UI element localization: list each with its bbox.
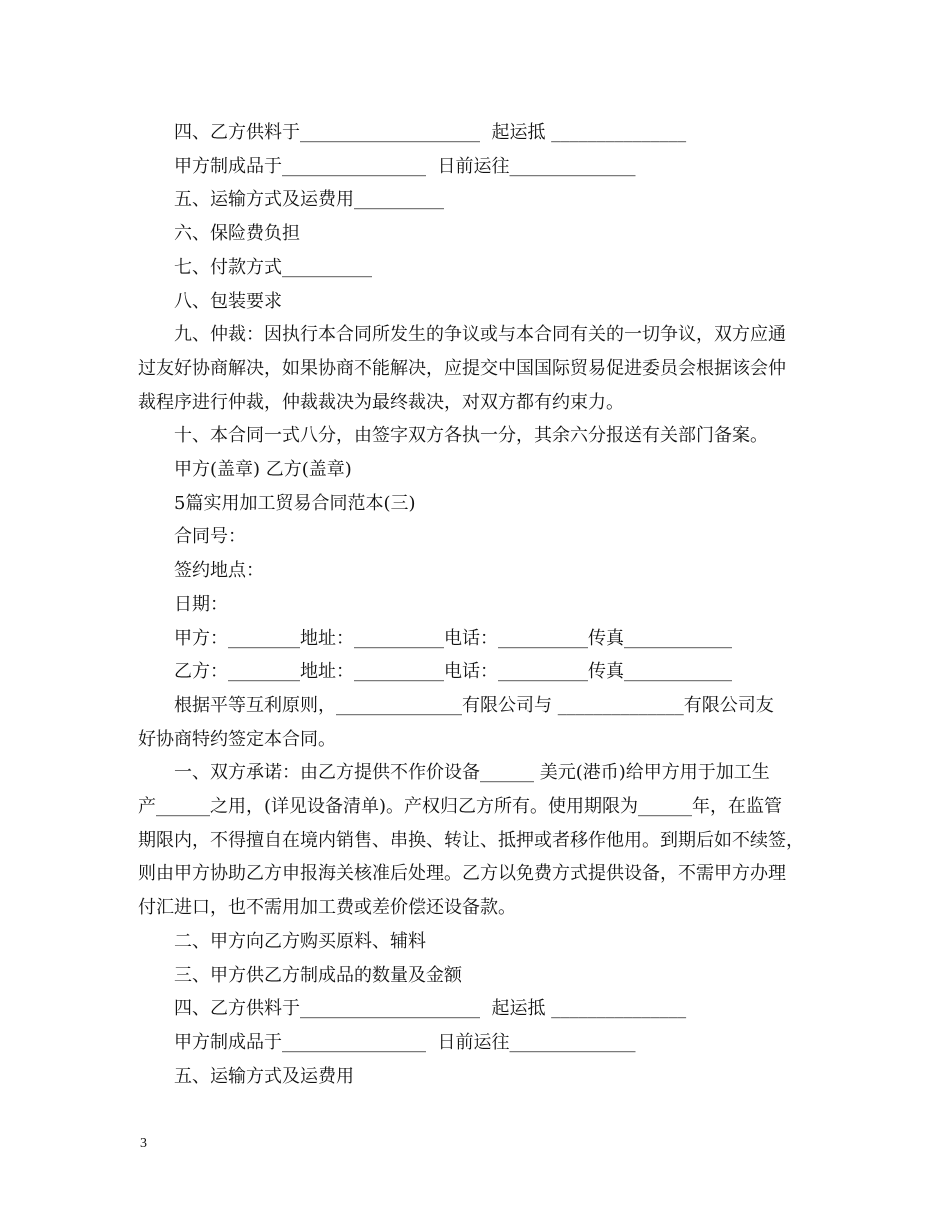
clause-10-copies: 十、本合同一式八分，由签字双方各执一分，其余六分报送有关部门备案。	[174, 425, 768, 447]
clause-4-supply-line: 四、乙方供料于____________________ 起运抵 _______________	[174, 122, 687, 143]
contract-number-field: 合同号：	[174, 526, 246, 548]
party-b-info: 乙方：________地址：__________电话：__________传真____________	[174, 661, 732, 683]
clause-9-arbitration-line-2: 过友好协商解决，如果协商不能解决，应提交中国国际贸易促进委员会根据该会仲	[138, 357, 786, 379]
contract-body	[138, 116, 824, 1093]
party-a-info: 甲方：________地址：__________电话：__________传真____________	[174, 627, 732, 649]
clause-1-line-3: 期限内，不得擅自在境内销售、串换、转让、抵押或者移作他用。到期后如不续签，	[138, 829, 804, 851]
date-field: 日期：	[174, 593, 228, 615]
clause-1-line-4: 则由甲方协助乙方申报海关核准后处理。乙方以免费方式提供设备，不需甲方办理	[138, 863, 786, 885]
clause-1-line-1: 一、双方承诺：由乙方提供不作价设备______ 美元(港币)给甲方用于加工生	[174, 762, 770, 784]
clause-5-transport-repeat: 五、运输方式及运费用	[174, 1065, 354, 1087]
clause-9-arbitration-line-3: 裁程序进行仲裁，仲裁裁决为最终裁决，对双方都有约束力。	[138, 391, 624, 413]
signing-place-field: 签约地点：	[174, 560, 264, 582]
finished-goods-line-repeat: 甲方制成品于________________ 日前运往______________	[174, 1031, 636, 1053]
clause-5-transport: 五、运输方式及运费用__________	[174, 189, 444, 211]
clause-8-packing: 八、包装要求	[174, 290, 282, 312]
clause-7-payment: 七、付款方式__________	[174, 256, 372, 278]
clause-1-line-2: 产______之用，(详见设备清单)。产权归乙方所有。使用期限为______年，在监管	[138, 796, 783, 818]
clause-1-line-5: 付汇进口，也不需用加工费或差价偿还设备款。	[138, 897, 516, 919]
preamble-line-2: 好协商特约签定本合同。	[138, 728, 336, 750]
clause-3-quantity: 三、甲方供乙方制成品的数量及金额	[174, 964, 462, 986]
preamble-line-1: 根据平等互利原则，______________有限公司与 ______________有限公司友	[174, 694, 774, 716]
clause-6-insurance: 六、保险费负担	[174, 223, 300, 245]
section-title: 5篇实用加工贸易合同范本(三)	[174, 492, 416, 514]
clause-4-supply-line-repeat: 四、乙方供料于____________________ 起运抵 _______________	[174, 998, 687, 1020]
clause-2-purchase: 二、甲方向乙方购买原料、辅料	[174, 930, 426, 952]
page-number: 3	[140, 1136, 147, 1151]
seal-line: 甲方(盖章) 乙方(盖章)	[174, 459, 352, 481]
clause-9-arbitration-line-1: 九、仲裁：因执行本合同所发生的争议或与本合同有关的一切争议，双方应通	[174, 324, 786, 346]
finished-goods-line: 甲方制成品于________________ 日前运往______________	[174, 155, 636, 177]
